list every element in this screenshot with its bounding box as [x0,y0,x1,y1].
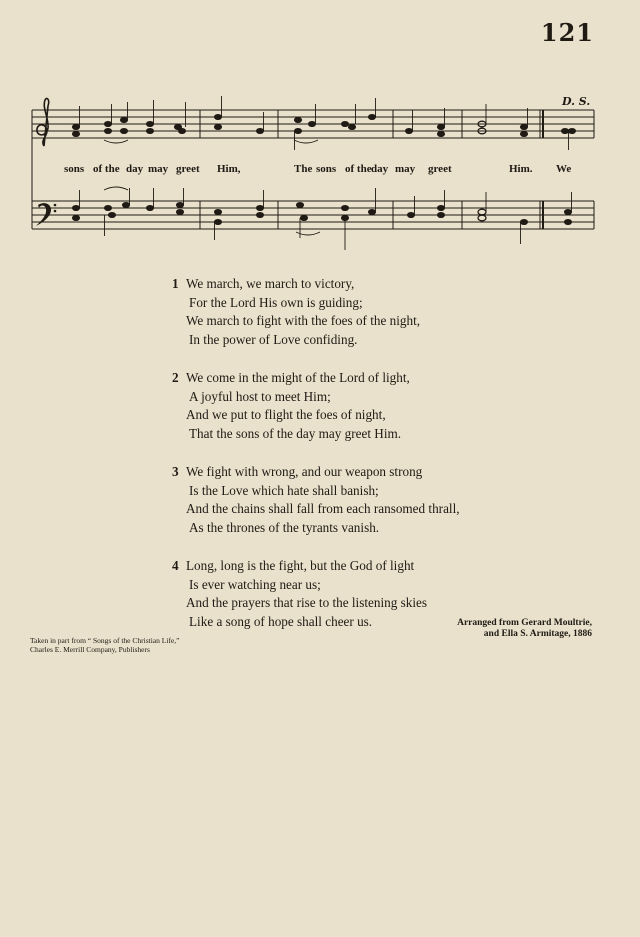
verse-2 [172,369,572,443]
verse-line: In the power of Love confiding. [189,331,358,347]
lyric-word: Him, [217,163,241,175]
copyright-line: Charles E. Merrill Company, Publishers [30,645,150,654]
attribution-line: Arranged from Gerard Moultrie, [457,618,592,628]
verse-3 [172,463,572,537]
dal-segno-marking: D. S. [562,95,591,108]
verse-line: And the prayers that rise to the listening skies [186,595,427,610]
verse-number: 4 [172,558,179,573]
copyright-notice [30,636,179,654]
verse-line: Is the Love which hate shall banish; [189,482,379,498]
attribution [457,618,592,640]
treble-notes [72,96,575,150]
lyric-word: sons [316,163,337,175]
verse-line: We come in the might of the Lord of light, [186,370,410,385]
treble-clef [37,98,49,146]
verse-line: We fight with wrong, and our weapon strong [186,464,423,479]
lyric-word: greet [428,163,452,175]
verse-1 [172,275,572,349]
lyric-word: The [294,163,313,175]
lyric-word: sons [64,163,85,175]
verse-line: And the chains shall fall from each ransomed thrall, [186,501,460,516]
lyric-word: greet [176,163,200,175]
verse-number: 2 [172,370,179,385]
lyric-word: may [148,163,169,175]
verse-line: As the thrones of the tyrants vanish. [189,519,380,535]
verse-line: A joyful host to meet Him; [189,388,331,404]
copyright-line: Taken in part from “ Songs of the Christian Life,” [30,636,180,645]
lyric-word: We [556,163,572,175]
verse-line: And we put to flight the foes of night, [186,407,386,422]
bass-staff [32,201,594,229]
lyric-word: may [395,163,416,175]
verse-line: Like a song of hope shall cheer us. [189,613,373,629]
verse-line: We march to fight with the foes of the night, [186,313,421,328]
verse-line: Long, long is the fight, but the God of light [186,558,415,573]
page-number: 121 [540,18,594,47]
verse-number: 3 [172,464,179,479]
hymn-verses [172,275,572,651]
verse-line: That the sons of the day may greet Him. [189,425,402,441]
bass-notes [72,188,571,250]
lyric-word: day [126,163,144,175]
verse-line: We march, we march to victory, [186,276,355,291]
verse-line: Is ever watching near us; [189,576,321,592]
verse-number: 1 [172,276,179,291]
ties [104,140,320,235]
lyric-word: of the [93,163,120,175]
lyric-word: day [371,163,389,175]
lyric-word: Him. [509,163,533,175]
verse-line: For the Lord His own is guiding; [189,294,363,310]
lyric-word: of the [345,163,372,175]
attribution-line: and Ella S. Armitage, 1886 [483,629,592,639]
music-score [0,0,640,260]
